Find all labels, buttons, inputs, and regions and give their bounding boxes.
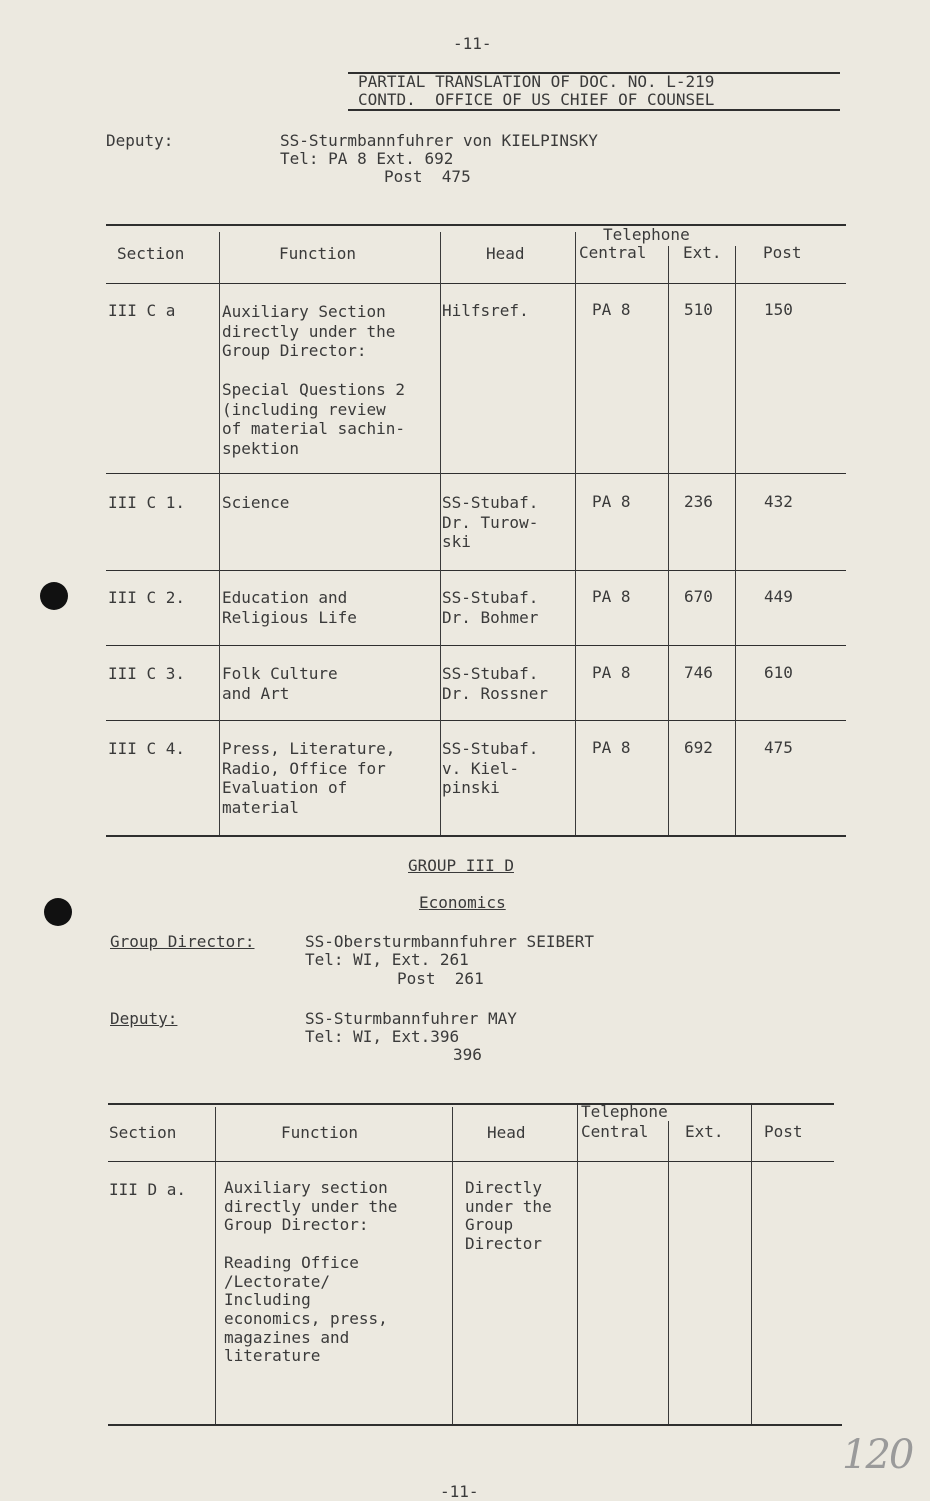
table1-row2-central: PA 8: [592, 587, 631, 606]
table2-header-telephone: Telephone: [581, 1102, 668, 1121]
table1-row1-function: Science: [222, 493, 290, 512]
table1-row0-ext: 510: [684, 300, 713, 319]
table2-header-head: Head: [487, 1123, 526, 1142]
table1-row4-section: III C 4.: [108, 739, 186, 758]
page-number-top: -11-: [453, 34, 492, 53]
table1-row2-post: 449: [764, 587, 793, 606]
table1-row2-ext: 670: [684, 587, 713, 606]
group-director-name: SS-Obersturmbannfuhrer SEIBERT: [305, 932, 594, 951]
deputy2-post: 396: [453, 1045, 482, 1064]
table1-row3-post: 610: [764, 663, 793, 682]
punch-hole-upper: [40, 582, 68, 610]
handwritten-page-number: 120: [842, 1432, 913, 1478]
table2-row0-section: III D a.: [109, 1180, 187, 1199]
group-title: GROUP III D: [408, 856, 514, 875]
table1-header-telephone: Telephone: [603, 225, 690, 244]
table1-row0-post: 150: [764, 300, 793, 319]
table1-row3-head: SS-Stubaf. Dr. Rossner: [442, 664, 548, 703]
table1-row1-central: PA 8: [592, 492, 631, 511]
table1-header-section: Section: [117, 244, 185, 263]
table1-row3-central: PA 8: [592, 663, 631, 682]
table1-row1-post: 432: [764, 492, 793, 511]
table1-row1-section: III C 1.: [108, 493, 186, 512]
table1-row0-head: Hilfsref.: [442, 301, 529, 320]
header-line-1: PARTIAL TRANSLATION OF DOC. NO. L-219: [358, 72, 715, 91]
table2-header-central: Central: [581, 1122, 649, 1141]
table1-row0-central: PA 8: [592, 300, 631, 319]
table1-row3-section: III C 3.: [108, 664, 186, 683]
group-director-tel: Tel: WI, Ext. 261: [305, 950, 469, 969]
deputy-label: Deputy:: [106, 131, 174, 150]
table1-row2-function: Education and Religious Life: [222, 588, 357, 627]
table1-header-central: Central: [579, 243, 647, 262]
table1-row4-post: 475: [764, 738, 793, 757]
table2-header-ext: Ext.: [685, 1122, 724, 1141]
table1-header-ext: Ext.: [683, 243, 722, 262]
table1-row4-central: PA 8: [592, 738, 631, 757]
punch-hole-lower: [44, 898, 72, 926]
table1-header-post: Post: [763, 243, 802, 262]
table1-row3-ext: 746: [684, 663, 713, 682]
table1-row0-section: III C a: [108, 301, 176, 320]
page-number-bottom: -11-: [440, 1482, 479, 1501]
deputy2-name: SS-Sturmbannfuhrer MAY: [305, 1009, 517, 1028]
table1-row4-ext: 692: [684, 738, 713, 757]
table2-row0-function: Auxiliary section directly under the Group Director: Reading Office /Lectorate/ Including economics, press, magazines and literature: [224, 1178, 398, 1366]
table2-header-function: Function: [281, 1123, 359, 1142]
deputy2-label: Deputy:: [110, 1009, 178, 1028]
group-director-label: Group Director:: [110, 932, 255, 951]
deputy-tel: Tel: PA 8 Ext. 692: [280, 149, 454, 168]
table1-row2-head: SS-Stubaf. Dr. Bohmer: [442, 588, 539, 627]
table1-row2-section: III C 2.: [108, 588, 186, 607]
deputy-name: SS-Sturmbannfuhrer von KIELPINSKY: [280, 131, 598, 150]
table1-header-function: Function: [279, 244, 357, 263]
table2-row0-head: Directly under the Group Director: [465, 1178, 552, 1254]
table1-row0-function: Auxiliary Section directly under the Group Director: Special Questions 2 (including review of material sachin- spektion: [222, 302, 406, 458]
deputy2-tel: Tel: WI, Ext.396: [305, 1027, 460, 1046]
table1-row4-function: Press, Literature, Radio, Office for Evaluation of material: [222, 739, 396, 817]
header-rule-bottom: [348, 109, 840, 111]
table1-row1-ext: 236: [684, 492, 713, 511]
table1-row4-head: SS-Stubaf. v. Kiel- pinski: [442, 739, 539, 797]
group-subtitle: Economics: [419, 893, 506, 912]
table1-row3-function: Folk Culture and Art: [222, 664, 338, 703]
deputy-post: Post 475: [384, 167, 471, 186]
table2-header-section: Section: [109, 1123, 177, 1142]
table2-header-post: Post: [764, 1122, 803, 1141]
header-line-2: CONTD. OFFICE OF US CHIEF OF COUNSEL: [358, 90, 715, 109]
group-director-post: Post 261: [397, 969, 484, 988]
table1-row1-head: SS-Stubaf. Dr. Turow- ski: [442, 493, 539, 551]
table1-header-head: Head: [486, 244, 525, 263]
